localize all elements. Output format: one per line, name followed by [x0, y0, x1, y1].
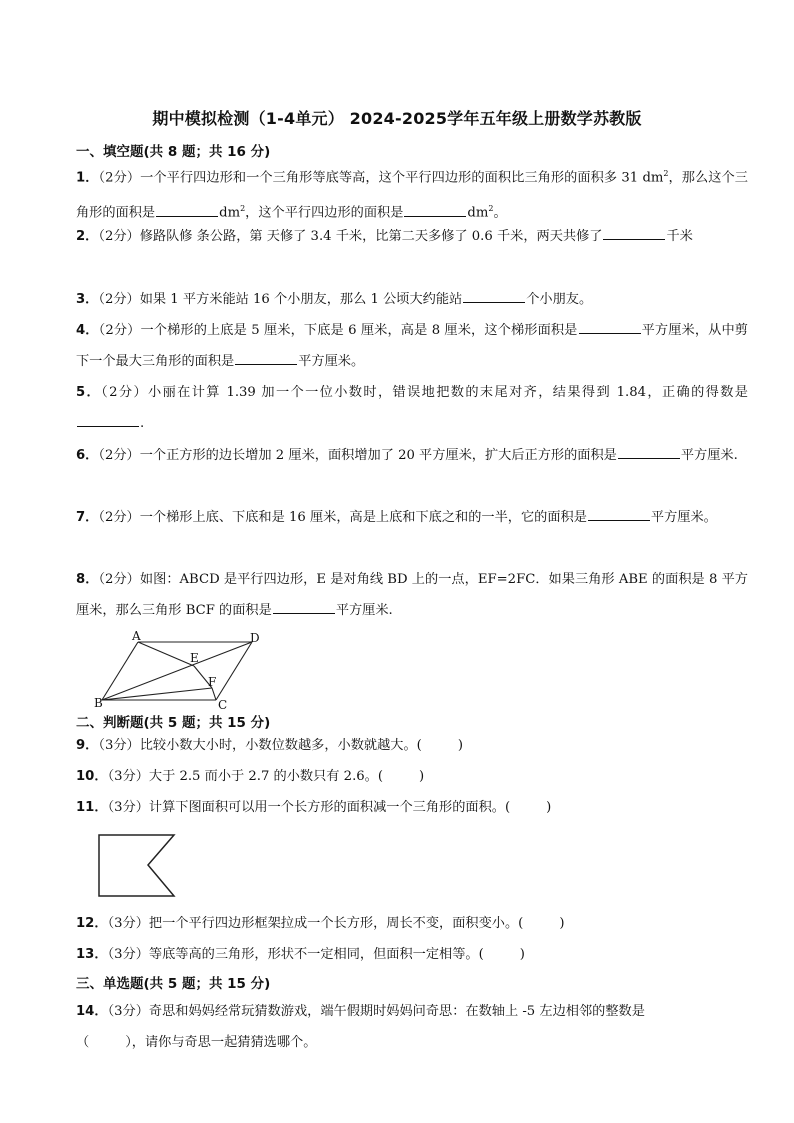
- edge-dc: [216, 642, 252, 700]
- question-text: 平方厘米。: [298, 354, 365, 369]
- notched-rectangle-figure: [96, 832, 180, 900]
- question-score: （2分）: [98, 170, 141, 186]
- question-score: （2分）: [98, 229, 140, 244]
- question-number: 5．: [76, 385, 102, 400]
- answer-blank[interactable]: [156, 202, 218, 217]
- section-fill-blank-heading: 一、填空题(共 8 题；共 16 分): [76, 144, 271, 160]
- question-number: 7．: [76, 510, 99, 525]
- question-text: ，这个平行四边形的面积是: [245, 205, 404, 221]
- question-text: 一个平行四边形和一个三角形等底等高，这个平行四边形的面积比三角形的面积多 31 dm: [140, 170, 664, 186]
- segment-ae: [138, 642, 194, 666]
- question-score: （2分）: [98, 448, 140, 463]
- question-text: 小丽在计算 1.39 加一个一位小数时，错误地把数的末尾对齐，结果得到 1.84，正确的得数是: [148, 385, 748, 400]
- question-text: 平方厘米，从中剪下一个最大三角形的面积是: [76, 323, 748, 369]
- superscript: 2: [488, 204, 494, 214]
- label-e: E: [190, 651, 199, 665]
- question-text: ): [457, 738, 463, 753]
- question-score: （3分）: [107, 916, 149, 931]
- question-10: [76, 761, 748, 792]
- section-single-choice-heading: 三、单选题(共 5 题；共 15 分): [76, 976, 271, 992]
- question-text: 一个梯形的上底是 5 厘米，下底是 6 厘米，高是 8 厘米，这个梯形面积是: [140, 323, 578, 338]
- question-text: 奇思和妈妈经常玩猜数游戏，端午假期时妈妈问奇思：在数轴上 -5 左边相邻的整数是: [148, 1004, 645, 1019]
- answer-blank[interactable]: [603, 225, 665, 240]
- question-score: （3分）: [107, 947, 149, 962]
- question-2: [76, 221, 748, 252]
- label-a: A: [132, 629, 141, 643]
- question-score: （3分）: [107, 769, 149, 784]
- question-6: [76, 440, 748, 471]
- question-number: 3．: [76, 292, 99, 307]
- question-text: ），请你与奇思一起猜猜选哪个。: [125, 1035, 317, 1050]
- question-score: （3分）: [98, 738, 140, 753]
- superscript: 2: [240, 204, 246, 214]
- question-number: 11．: [76, 800, 108, 815]
- question-score: （3分）: [107, 800, 149, 815]
- question-13: [76, 939, 748, 970]
- label-f: F: [208, 675, 217, 689]
- label-c: C: [218, 698, 228, 710]
- answer-blank[interactable]: [463, 288, 525, 303]
- question-9: [76, 730, 748, 761]
- parallelogram-figure: [92, 628, 272, 710]
- answer-blank[interactable]: [404, 202, 466, 217]
- question-score: （2分）: [98, 572, 140, 587]
- question-text: .: [140, 416, 145, 431]
- question-text: 把一个平行四边形框架拉成一个长方形，周长不变，面积变小。(: [148, 916, 524, 931]
- question-score: （2分）: [98, 510, 140, 525]
- question-8: [76, 564, 748, 626]
- question-text: 修路队修 条公路，第 天修了 3.4 千米，比第二天多修了 0.6 千米，两天共修了: [139, 229, 603, 244]
- question-11: [76, 792, 748, 823]
- question-number: 10．: [76, 769, 108, 784]
- edge-ba: [102, 642, 138, 700]
- question-text: 一个正方形的边长增加 2 厘米，面积增加了 20 平方厘米，扩大后正方形的面积是: [139, 448, 617, 463]
- question-text: 如图：ABCD 是平行四边形，E 是对角线 BD 上的一点，EF=2FC．如果三角形 ABE 的面积是 8 平方厘米，那么三角形 BCF 的面积是: [76, 572, 748, 618]
- question-text: 千米: [666, 229, 693, 244]
- segment-fc: [212, 688, 216, 700]
- question-7: [76, 502, 748, 533]
- unit-text: dm: [467, 205, 489, 221]
- answer-blank[interactable]: [588, 506, 650, 521]
- answer-blank[interactable]: [235, 350, 297, 365]
- question-text: 平方厘米。: [650, 510, 717, 525]
- question-text: 计算下图面积可以用一个长方形的面积减一个三角形的面积。(: [148, 800, 511, 815]
- question-number: 14．: [76, 1004, 108, 1019]
- question-4: [76, 315, 748, 377]
- unit-text: dm: [219, 205, 241, 221]
- question-score: （3分）: [107, 1004, 149, 1019]
- answer-blank[interactable]: [273, 599, 335, 614]
- question-text: 等底等高的三角形，形状不一定相同，但面积一定相等。(: [148, 947, 484, 962]
- question-text: 如果 1 平方米能站 16 个小朋友，那么 1 公顷大约能站: [139, 292, 463, 307]
- question-1: [76, 158, 748, 229]
- question-3: [76, 284, 748, 315]
- answer-blank[interactable]: [77, 412, 139, 427]
- question-5: [76, 377, 748, 439]
- question-number: 6．: [76, 448, 99, 463]
- question-number: 13．: [76, 947, 108, 962]
- label-b: B: [94, 696, 103, 710]
- question-text: ): [546, 800, 552, 815]
- question-number: 12．: [76, 916, 108, 931]
- question-text: 大于 2.5 而小于 2.7 的小数只有 2.6。(: [148, 769, 383, 784]
- question-score: （2分）: [98, 292, 140, 307]
- answer-blank[interactable]: [618, 444, 680, 459]
- page-title: 期中模拟检测（1-4单元） 2024-2025学年五年级上册数学苏教版: [152, 109, 642, 128]
- question-text: （: [76, 1035, 90, 1050]
- question-number: 4．: [76, 323, 99, 338]
- answer-blank[interactable]: [579, 319, 641, 334]
- question-number: 9．: [76, 738, 99, 753]
- question-number: 8．: [76, 572, 99, 587]
- question-text: 平方厘米.: [335, 603, 393, 618]
- question-text: 一个梯形上底、下底和是 16 厘米，高是上底和下底之和的一半，它的面积是: [139, 510, 587, 525]
- question-text: 平方厘米.: [680, 448, 738, 463]
- question-text: ，那么这个三角形的面积是: [76, 170, 748, 221]
- question-number: 1．: [76, 170, 99, 186]
- question-text: 比较小数大小时，小数位数越多，小数就越大。(: [139, 738, 422, 753]
- question-text: 。: [493, 205, 507, 221]
- superscript: 2: [663, 169, 669, 178]
- notched-rectangle-shape: [99, 835, 174, 896]
- section-judgement-heading: 二、判断题(共 5 题；共 15 分): [76, 715, 271, 731]
- question-12: [76, 908, 748, 939]
- question-number: 2．: [76, 229, 99, 244]
- question-text: 个小朋友。: [526, 292, 593, 307]
- question-text: ): [559, 916, 565, 931]
- question-text: ): [419, 769, 425, 784]
- question-text: ): [519, 947, 525, 962]
- label-d: D: [250, 631, 260, 645]
- question-14: [76, 996, 748, 1058]
- question-score: （2分）: [98, 323, 141, 338]
- question-score: （2分）: [101, 385, 149, 400]
